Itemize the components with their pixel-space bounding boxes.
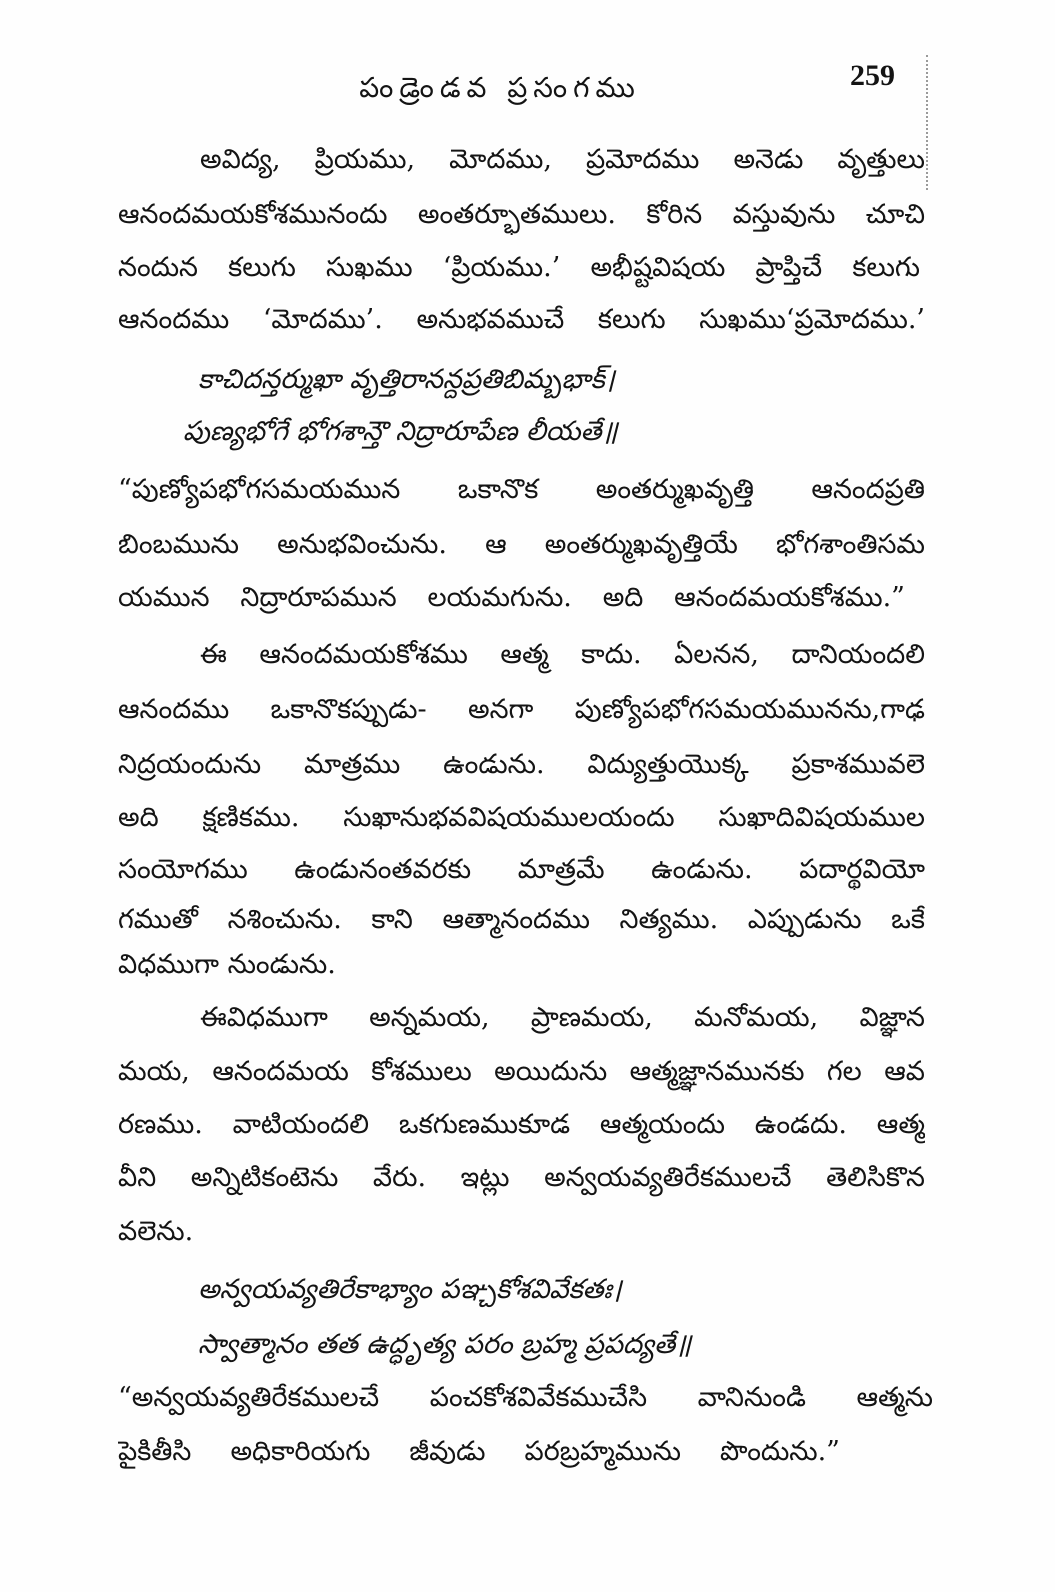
paragraph-2-line-1: “పుణ్యోపభోగసమయమున ఒకానొక అంతర్ముఖవృత్తి ఆనందప్రతి <box>118 474 925 505</box>
paragraph-3-line-3: నిద్రయందును మాత్రము ఉండును. విద్యుత్తుయొక్క ప్రకాశమువలె <box>118 749 925 780</box>
paragraph-3-line-5: సంయోగము ఉండునంతవరకు మాత్రమే ఉండును. పదార్థవియో <box>118 854 925 885</box>
paragraph-1-line-1: అవిద్య, ప్రియము, మోదము, ప్రమోదము అనెడు వృత్తులు <box>200 144 925 175</box>
verse-2-line-2: స్వాత్మానం తత ఉద్ధృత్య పరం బ్రహ్మ ప్రపద్యతే॥ <box>198 1329 692 1360</box>
verse-1-line-2: పుణ్యభోగే భోగశాన్తౌ నిద్రారూపేణ లీయతే॥ <box>183 416 618 447</box>
paragraph-4-line-1: ఈవిధముగా అన్నమయ, ప్రాణమయ, మనోమయ, విజ్ఞాన <box>200 1002 925 1033</box>
paragraph-4-line-4: వీని అన్నిటికంటెను వేరు. ఇట్లు అన్వయవ్యతిరేకములచే తెలిసికొన <box>118 1162 925 1193</box>
paragraph-3-line-7: విధముగా నుండును. <box>118 949 336 980</box>
paragraph-1-line-2: ఆనందమయకోశమునందు అంతర్భూతములు. కోరిన వస్తువును చూచి <box>118 199 925 230</box>
paragraph-4-line-2: మయ, ఆనందమయ కోశములు అయిదును ఆత్మజ్ఞానమునకు గల ఆవ <box>118 1056 925 1087</box>
page-number: 259 <box>850 59 895 92</box>
paragraph-1-line-3: నందున కలుగు సుఖము ‘ప్రియము.’ అభీష్టవిషయ ప్రాప్తిచే కలుగు <box>118 252 920 283</box>
paragraph-2-line-3: యమున నిద్రారూపమున లయమగును. అది ఆనందమయకోశము.” <box>118 582 905 613</box>
paragraph-2-line-2: బింబమును అనుభవించును. ఆ అంతర్ముఖవృత్తియే భోగశాంతిసమ <box>118 529 925 560</box>
paragraph-3-line-4: అది క్షణికము. సుఖానుభవవిషయములయందు సుఖాదివిషయముల <box>118 802 925 833</box>
verse-1-line-1: కాచిదన్తర్ముఖా వృత్తిరానన్దప్రతిబిమ్బభాక్। <box>198 364 615 395</box>
paragraph-5-line-2: పైకితీసి అధికారియగు జీవుడు పరబ్రహ్మమును పొందును.” <box>118 1436 840 1467</box>
paragraph-5-line-1: “అన్వయవ్యతిరేకములచే పంచకోశవివేకముచేసి వానినుండి ఆత్మను <box>118 1382 933 1413</box>
paragraph-3-line-1: ఈ ఆనందమయకోశము ఆత్మ కాదు. ఏలనన, దానియందలి <box>200 639 925 670</box>
verse-2-line-1: అన్వయవ్యతిరేకాభ్యాం పఞ్చకోశవివేకతః। <box>198 1274 622 1305</box>
scan-margin-mark <box>926 55 928 190</box>
paragraph-4-line-3: రణము. వాటియందలి ఒకగుణముకూడ ఆత్మయందు ఉండదు. ఆత్మ <box>118 1109 925 1140</box>
paragraph-4-line-5: వలెను. <box>118 1216 194 1247</box>
paragraph-3-line-2: ఆనందము ఒకానొకప్పుడు- అనగా పుణ్యోపభోగసమయమునను,గాఢ <box>118 694 925 725</box>
paragraph-1-line-4: ఆనందము ‘మోదము’. అనుభవముచే కలుగు సుఖము‘ప్రమోదము.’ <box>118 304 925 335</box>
running-title: పండ్రెండవ ప్రసంగము <box>359 71 641 104</box>
paragraph-3-line-6: గముతో నశించును. కాని ఆత్మానందము నిత్యము. ఎప్పుడును ఒకే <box>118 904 925 935</box>
